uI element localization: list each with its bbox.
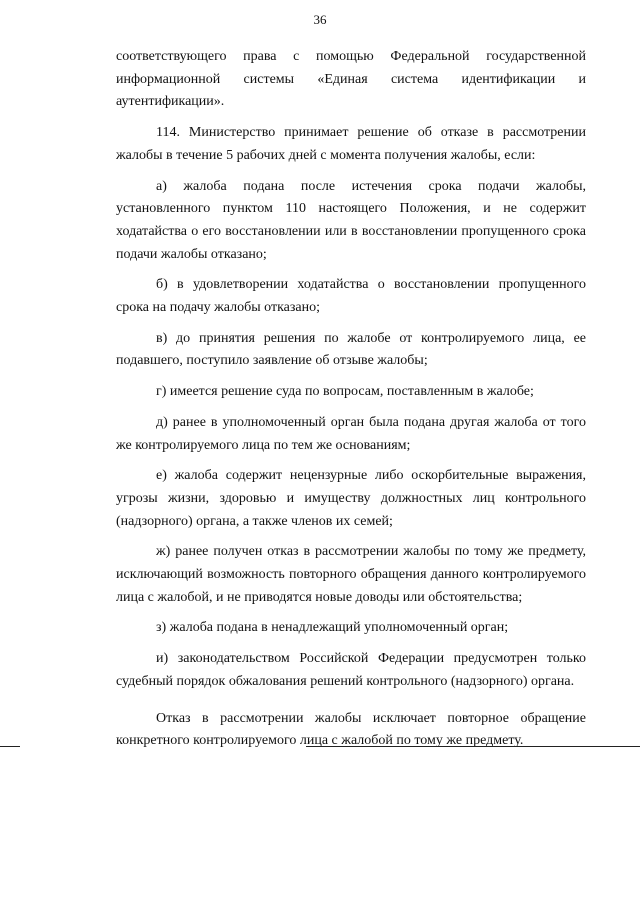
paragraph-subitem-i: и) законодательством Российской Федерации предусмотрен только судебный порядок обжалования решений контрольного (надзорного) органа. — [116, 651, 586, 689]
paragraph-subitem-b: б) в удовлетворении ходатайства о восстановлении пропущенного срока на подачу жалобы отказано; — [116, 277, 586, 316]
divider-line-left — [0, 746, 20, 747]
document-body — [116, 46, 586, 753]
paragraph-item-114: 114. Министерство принимает решение об отказе в рассмотрении жалобы в течение 5 рабочих дней с момента получения жалобы, если: — [116, 125, 586, 163]
paragraph-subitem-z: з) жалоба подана в ненадлежащий уполномоченный орган; — [156, 620, 509, 636]
paragraph-subitem-v: в) до принятия решения по жалобе от контролируемого лица, ее подавшего, поступило заявление об отзыве жалобы; — [116, 330, 586, 369]
paragraph-subitem-g: г) имеется решение суда по вопросам, поставленным в жалобе; — [156, 384, 534, 400]
paragraph-subitem-e: е) жалоба содержит нецензурные либо оскорбительные выражения, угрозы жизни, здоровью и имуществу должностных лиц контрольного (надзорного) органа, а также членов их семей; — [116, 468, 586, 529]
paragraph-subitem-d: д) ранее в уполномоченный орган была подана другая жалоба от того же контролируемого лица по тем же основаниям; — [116, 414, 586, 453]
paragraph-subitem-zh: ж) ранее получен отказ в рассмотрении жалобы по тому же предмету, исключающий возможность повторного обращения данного контролируемого лица с жалобой, и не приводятся новые доводы или обстоятельства; — [116, 544, 586, 605]
paragraph-subitem-a: а) жалоба подана после истечения срока подачи жалобы, установленного пунктом 110 настоящего Положения, и не содержит ходатайства о его восстановлении или в восстановлении пропущенного срока подачи жалобы отказано; — [116, 178, 586, 262]
divider-line-right — [306, 746, 640, 747]
paragraph-refusal-consequence: Отказ в рассмотрении жалобы исключает повторное обращение конкретного контролируемого лица с жалобой по тому же предмету. — [116, 710, 586, 749]
paragraph-continuation: соответствующего права с помощью Федеральной государственной информационной системы «Единая система идентификации и аутентификации». — [116, 49, 586, 110]
page-number: 36 — [313, 12, 327, 27]
